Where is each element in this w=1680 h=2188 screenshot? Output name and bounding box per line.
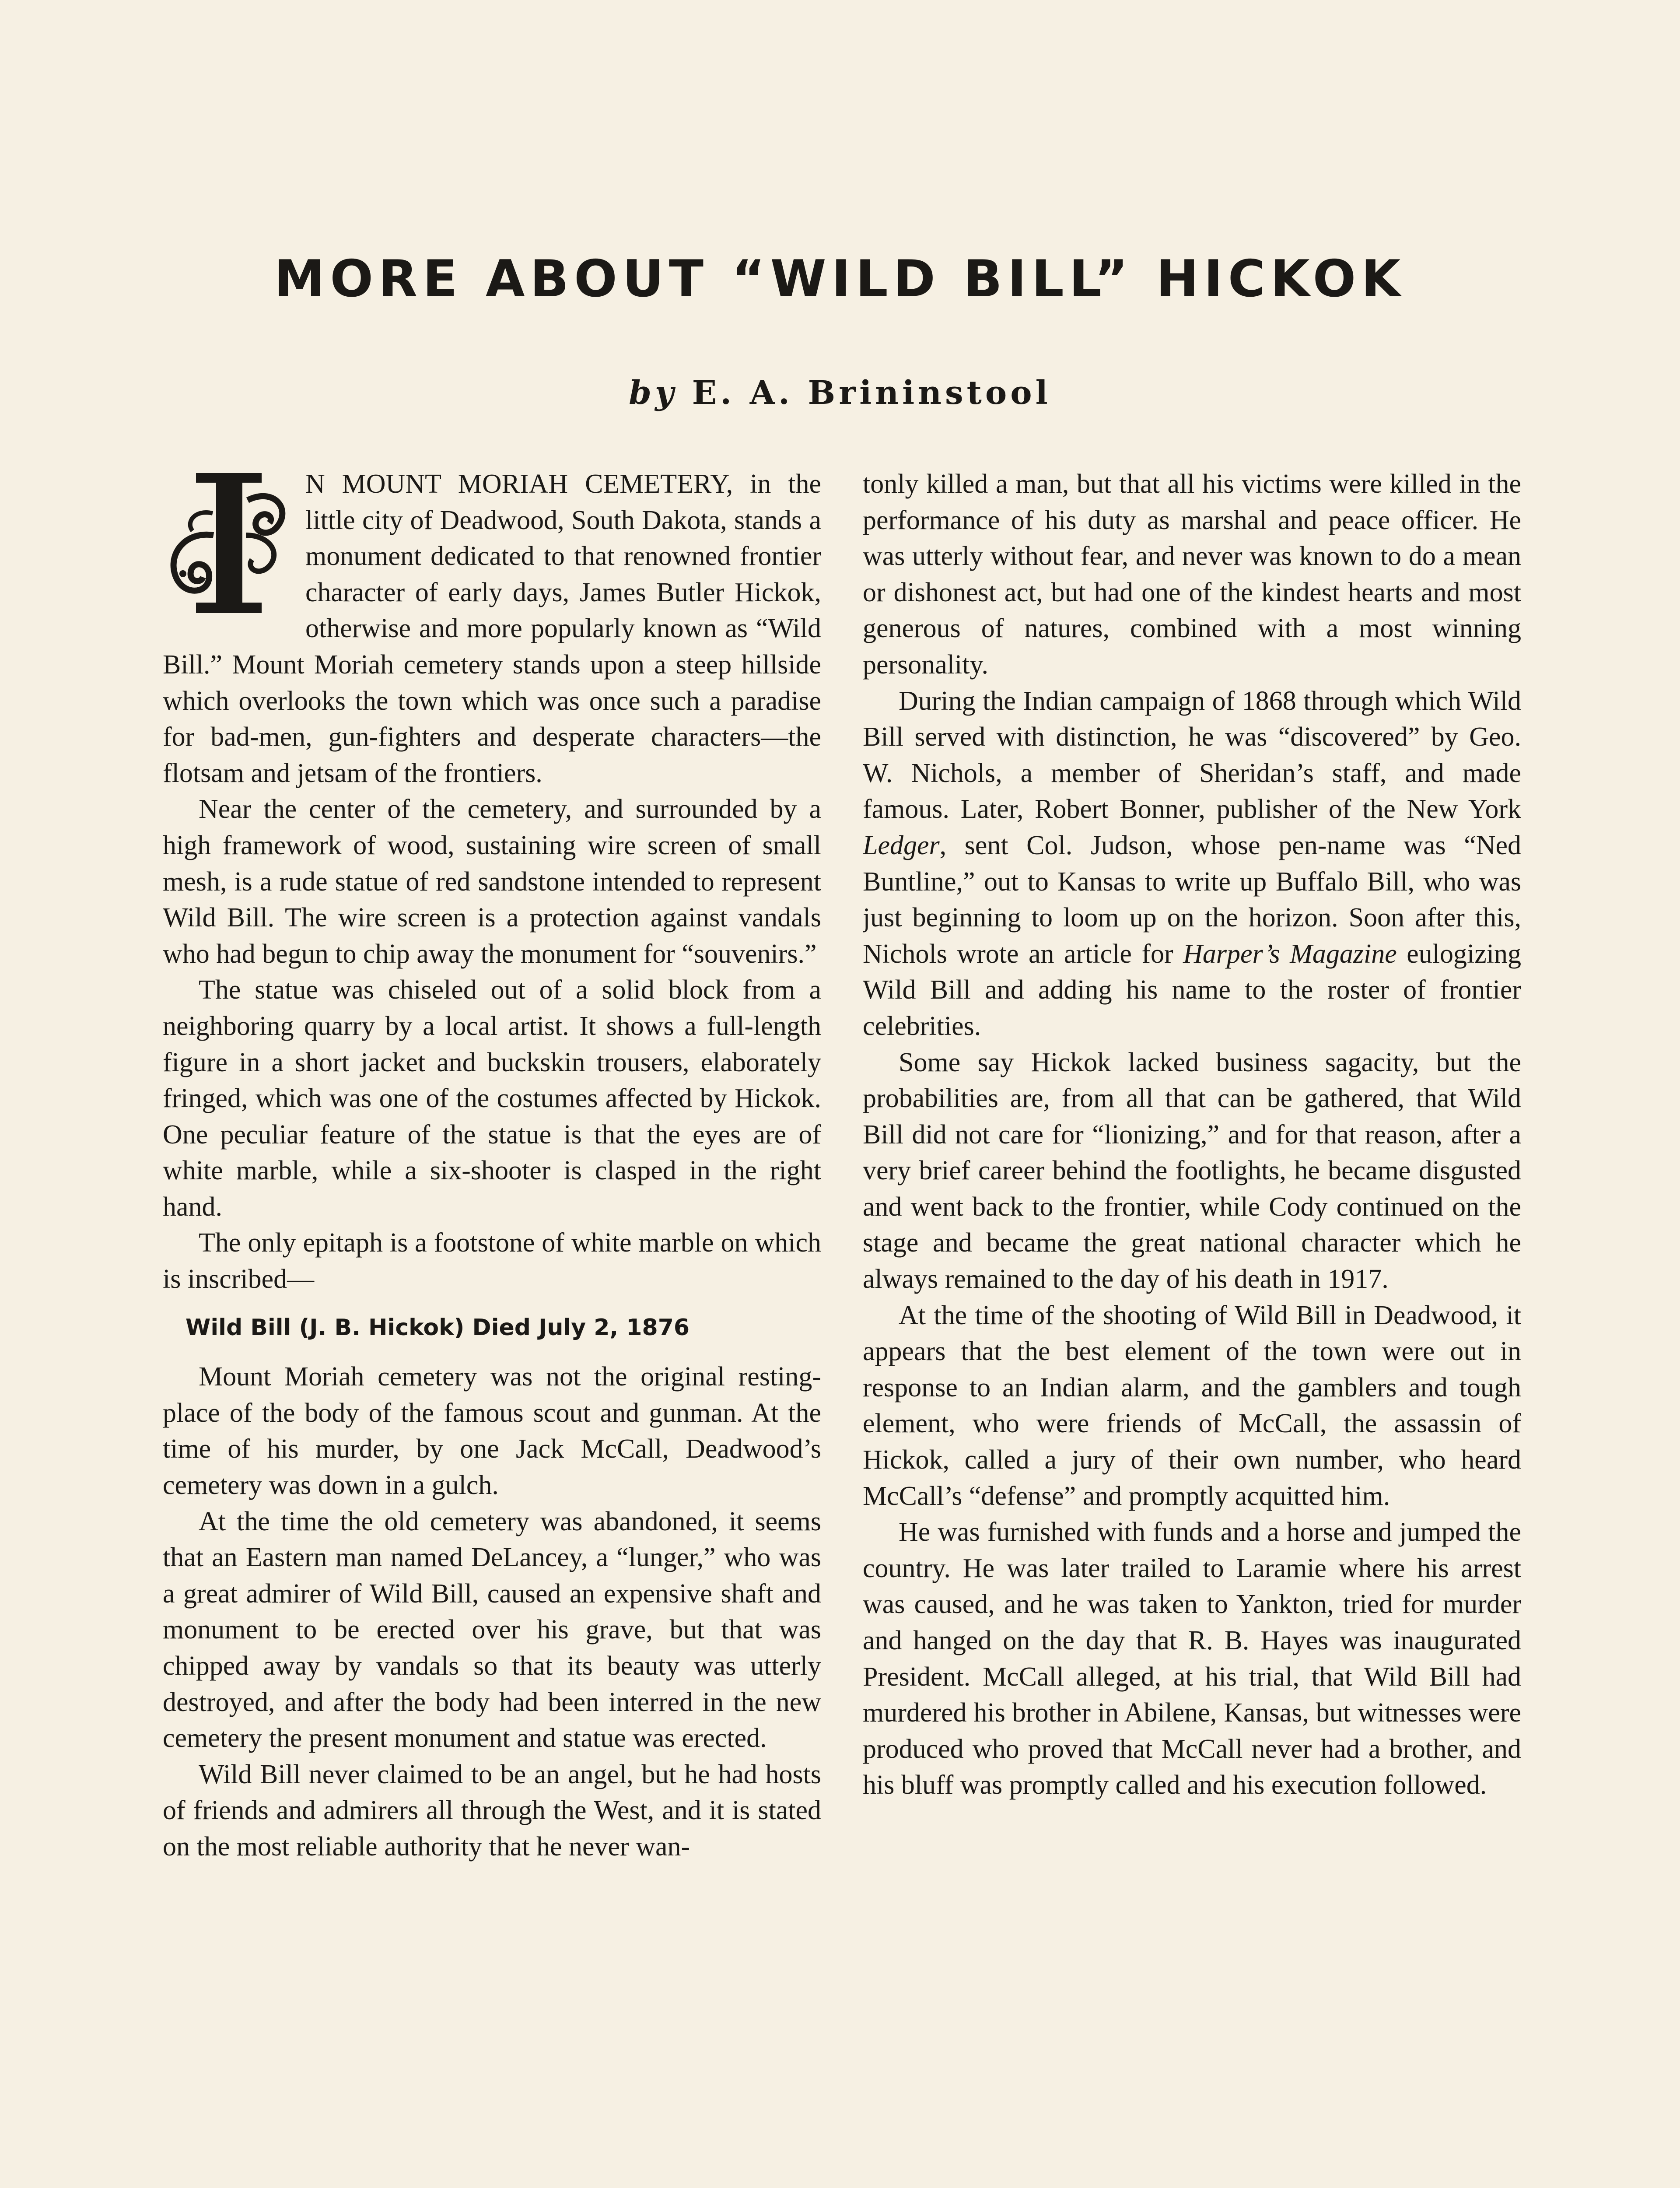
paragraph-text: During the Indian campaign of 1868 through which Wild Bill served with distinction, he was “discovered” by Geo. W. Nichols, a member of Sheridan’s staff, and made famous. Later, Robert Bonner, publisher of the New York bbox=[863, 686, 1521, 824]
publication-name: Ledger bbox=[863, 830, 940, 860]
paragraph: At the time of the shooting of Wild Bill in Deadwood, it appears that the best element of the town were out in response to an Indian alarm, and the gamblers and tough element, who were friends of McCall, the assassin of Hickok, called a jury of their own number, who heard McCall’s “defense” and promptly acquitted him. bbox=[863, 1300, 1521, 1511]
paragraph: Near the center of the cemetery, and surrounded by a high framework of wood, sustaining wire screen of small mesh, is a rude statue of red sandstone intended to represent Wild Bill. The wire screen is a protection against vandals who had begun to chip away the monument for “souvenirs.” bbox=[163, 794, 821, 969]
paragraph: The only epitaph is a footstone of white marble on which is inscribed— bbox=[163, 1228, 821, 1294]
paragraph: The statue was chiseled out of a solid block from a neighboring quarry by a local artist. It shows a full-length figure in a short jacket and buckskin trousers, elaborately fringed, which was one of the costumes affected by Hickok. One peculiar feature of the statue is that the eyes are of white marble, while a six-shooter is clasped in the right hand. bbox=[163, 975, 821, 1222]
paragraph: He was furnished with funds and a horse and jumped the country. He was later trailed to Laramie where his arrest was caused, and he was taken to Yankton, tried for murder and hanged on the day that R. B. Hayes was inaugurated President. McCall alleged, at his trial, that Wild Bill had murdered his brother in Abilene, Kansas, but witnesses were produced who proved that McCall never had a brother, and his bluff was promptly called and his execution followed. bbox=[863, 1517, 1521, 1800]
paragraph-text: N MOUNT MORIAH CEMETERY, in the little city of Deadwood, South Dakota, stands a monument dedicated to that renowned frontier character of early days, James Butler Hickok, otherwise and more popularly known as “Wild Bill.” Mount Moriah cemetery stands upon a steep hillside which overlooks the town which was once such a paradise for bad-men, gun-fighters and desperate characters—the flotsam and jetsam of the frontiers. bbox=[163, 469, 821, 788]
epitaph-inscription: Wild Bill (J. B. Hickok) Died July 2, 1876 bbox=[186, 1314, 690, 1341]
paragraph-text: , sent Col. Judson, whose pen-name was “Ned Buntline,” out to Kansas to write up Buffalo Bill, who was just beginning to loom up on the horizon. Soon after this, Nichols wrote an article for bbox=[863, 830, 1521, 969]
article-title: MORE ABOUT “WILD BILL” HICKOK bbox=[274, 249, 1406, 309]
byline bbox=[0, 374, 1680, 412]
paragraph: Mount Moriah cemetery was not the original resting-place of the body of the famous scout and gunman. At the time of his murder, by one Jack McCall, Deadwood’s cemetery was down in a gulch. bbox=[163, 1362, 821, 1501]
paragraph bbox=[863, 683, 1521, 1045]
opening-paragraph bbox=[163, 466, 821, 791]
right-column bbox=[863, 466, 1521, 2188]
paragraph: Wild Bill never claimed to be an angel, but he had hosts of friends and admirers all through the West, and it is stated on the most reliable authority that he never wan- bbox=[163, 1759, 821, 1862]
left-column bbox=[163, 466, 821, 2188]
ornamental-initial-icon bbox=[163, 470, 296, 617]
byline-prefix: by bbox=[629, 374, 678, 412]
author-name: E. A. Brininstool bbox=[692, 374, 1051, 412]
paragraph: At the time the old cemetery was abandoned, it seems that an Eastern man named DeLancey, a “lunger,” who was a great admirer of Wild Bill, caused an expensive shaft and monument to be erected over his grave, but that was chipped away by vandals so that its beauty was utterly destroyed, and after the body had been interred in the new cemetery the present monument and statue was erected. bbox=[163, 1506, 821, 1753]
paragraph: Some say Hickok lacked business sagacity, but the probabilities are, from all that can be gathered, that Wild Bill did not care for “lionizing,” and for that reason, after a very brief career behind the footlights, he became disgusted and went back to the frontier, while Cody continued on the stage and became the great national character which he always remained to the day of his death in 1917. bbox=[863, 1047, 1521, 1294]
paragraph-text: eulogizing Wild Bill and adding his name to the roster of frontier celebrities. bbox=[863, 939, 1521, 1041]
paragraph: tonly killed a man, but that all his victims were killed in the performance of his duty as marshal and peace officer. He was utterly without fear, and never was known to do a mean or dishonest act, but had one of the kindest hearts and most generous of natures, combined with a most winning personality. bbox=[863, 469, 1521, 680]
publication-name: Harper’s Magazine bbox=[1183, 939, 1397, 969]
drop-cap-ornament bbox=[163, 470, 296, 617]
